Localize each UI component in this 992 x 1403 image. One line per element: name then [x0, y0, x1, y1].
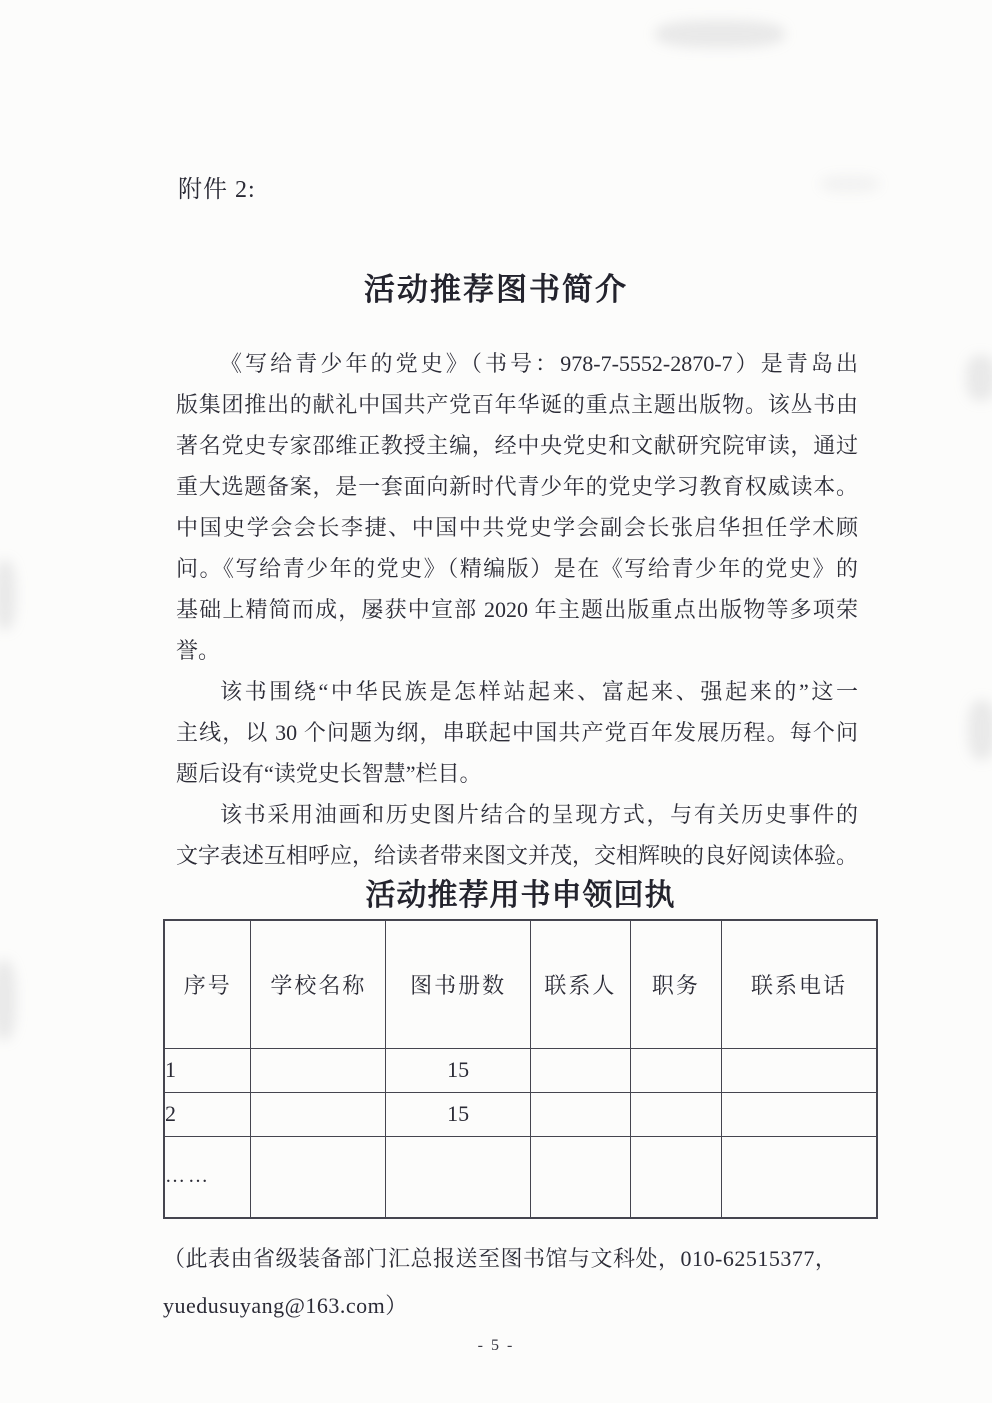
col-header-contact: 联系人: [530, 920, 630, 1048]
body-line: 中国史学会会长李捷、中国中共党史学会副会长张启华担任学术顾: [176, 515, 858, 540]
page-number: - 5 -: [477, 1337, 515, 1354]
cell-school: [251, 1048, 386, 1092]
cell-contact: [530, 1048, 630, 1092]
cell-serial: 2: [164, 1092, 251, 1136]
cell-phone: [722, 1092, 877, 1136]
body-line: 著名党史专家邵维正教授主编，经中央党史和文献研究院审读，通过: [176, 433, 858, 458]
cell-position: [630, 1136, 721, 1218]
body-line: 主线，以 30 个问题为纲，串联起中国共产党百年发展历程。每个问: [176, 720, 858, 745]
cell-contact: [530, 1136, 630, 1218]
table-row: [164, 1092, 877, 1136]
table-row: [164, 1048, 877, 1092]
body-line: 文字表述互相呼应，给读者带来图文并茂，交相辉映的良好阅读体验。: [176, 843, 858, 868]
cell-serial: 1: [164, 1048, 251, 1092]
cell-school: [251, 1092, 386, 1136]
table-row: [164, 1136, 877, 1218]
body-line: 题后设有“读党史长智慧”栏目。: [176, 761, 482, 786]
col-header-position: 职务: [630, 920, 721, 1048]
footnote: [163, 1235, 883, 1329]
cell-phone: [722, 1136, 877, 1218]
document-title: 活动推荐图书简介: [364, 272, 628, 307]
scan-artifact: [966, 355, 992, 401]
body-line: 《写给青少年的党史》（书号：978-7-5552-2870-7）是青岛出: [220, 351, 858, 376]
cell-copies: [386, 1136, 531, 1218]
col-header-school: 学校名称: [251, 920, 386, 1048]
table-header-row: [164, 920, 877, 1048]
receipt-form-table: [163, 919, 878, 1219]
col-header-phone: 联系电话: [722, 920, 877, 1048]
body-line: 版集团推出的献礼中国共产党百年华诞的重点主题出版物。该丛书由: [176, 392, 858, 417]
body-line: 该书围绕“中华民族是怎样站起来、富起来、强起来的”这一: [220, 679, 858, 704]
cell-position: [630, 1092, 721, 1136]
footnote-line: yuedusuyang@163.com）: [163, 1293, 408, 1318]
body-line: 重大选题备案，是一套面向新时代青少年的党史学习教育权威读本。: [176, 474, 858, 499]
col-header-serial: 序号: [164, 920, 251, 1048]
scan-artifact: [0, 960, 16, 1040]
cell-contact: [530, 1092, 630, 1136]
cell-copies: 15: [386, 1048, 531, 1092]
body-line: 基础上精简而成，屡获中宣部 2020 年主题出版重点出版物等多项荣: [176, 597, 858, 622]
cell-phone: [722, 1048, 877, 1092]
body-line: 该书采用油画和历史图片结合的呈现方式，与有关历史事件的: [220, 802, 858, 827]
scan-artifact: [655, 20, 785, 48]
cell-copies: 15: [386, 1092, 531, 1136]
col-header-copies: 图书册数: [386, 920, 531, 1048]
cell-position: [630, 1048, 721, 1092]
attachment-label: 附件 2:: [178, 177, 256, 203]
body-line: 誉。: [176, 638, 221, 663]
form-title: 活动推荐用书申领回执: [365, 879, 676, 912]
document-body: [176, 343, 858, 876]
cell-serial: ……: [164, 1136, 251, 1218]
footnote-line: （此表由省级装备部门汇总报送至图书馆与文科处，010-62515377，: [163, 1246, 838, 1271]
scan-artifact: [968, 700, 992, 760]
body-line: 问。《写给青少年的党史》（精编版）是在《写给青少年的党史》的: [176, 556, 858, 581]
scan-artifact: [0, 560, 16, 630]
cell-school: [251, 1136, 386, 1218]
